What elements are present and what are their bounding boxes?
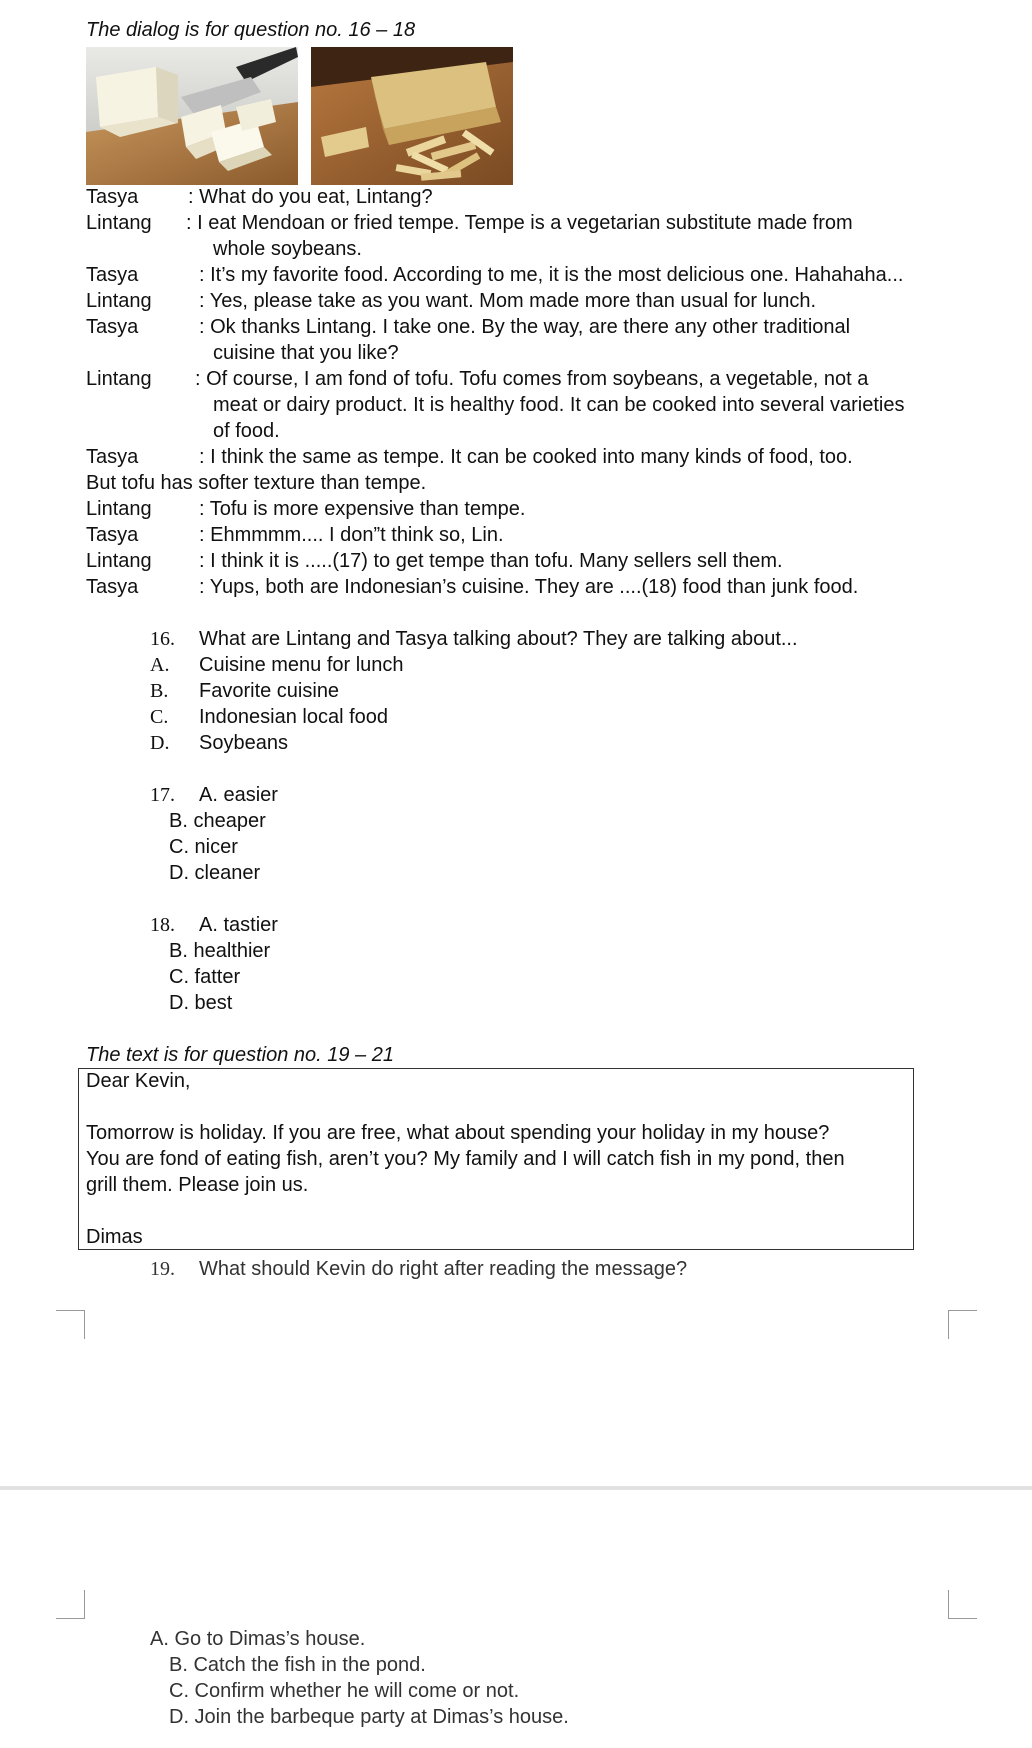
section-title-dialog: The dialog is for question no. 16 – 18: [86, 19, 416, 41]
option-text: A. Go to Dimas’s house.: [150, 1628, 366, 1650]
dialog-line: : It’s my favorite food. According to me, it is the most delicious one. Hahahaha...: [199, 264, 904, 286]
dialog-line: : Tofu is more expensive than tempe.: [199, 498, 526, 520]
option-text: C. Confirm whether he will come or not.: [169, 1680, 520, 1702]
page-break: [0, 1486, 1032, 1490]
question-text: What are Lintang and Tasya talking about? They are talking about...: [199, 628, 798, 650]
speaker-label: Tasya: [86, 186, 139, 208]
question-text: What should Kevin do right after reading the message?: [199, 1258, 688, 1280]
option-text: C. nicer: [169, 836, 238, 858]
dialog-line: : Yups, both are Indonesian’s cuisine. They are ....(18) food than junk food.: [199, 576, 859, 598]
page-corner-mark: [56, 1310, 85, 1339]
dialog-line: : Of course, I am fond of tofu. Tofu comes from soybeans, a vegetable, not a: [195, 368, 869, 390]
speaker-label: Tasya: [86, 576, 139, 598]
dialog-line: of food.: [213, 420, 280, 442]
option-text: Cuisine menu for lunch: [199, 654, 404, 676]
question-number: 18.: [150, 914, 175, 936]
option-text: D. Join the barbeque party at Dimas’s house.: [169, 1706, 569, 1728]
tempe-photo: [311, 47, 513, 185]
speaker-label: Lintang: [86, 212, 152, 234]
speaker-label: Tasya: [86, 446, 139, 468]
dialog-line: : I eat Mendoan or fried tempe. Tempe is a vegetarian substitute made from: [186, 212, 853, 234]
letter-body-line: You are fond of eating fish, aren’t you? My family and I will catch fish in my pond, then: [86, 1148, 845, 1170]
option-text: A. easier: [199, 784, 278, 806]
dialog-line: whole soybeans.: [213, 238, 362, 260]
speaker-label: Lintang: [86, 368, 152, 390]
letter-greeting: Dear Kevin,: [86, 1070, 191, 1092]
option-text: D. cleaner: [169, 862, 261, 884]
dialog-line: : I think the same as tempe. It can be cooked into many kinds of food, too.: [199, 446, 853, 468]
option-text: Soybeans: [199, 732, 288, 754]
speaker-label: Tasya: [86, 316, 139, 338]
dialog-line: : I think it is .....(17) to get tempe than tofu. Many sellers sell them.: [199, 550, 783, 572]
dialog-line: : Ehmmmm.... I don”t think so, Lin.: [199, 524, 504, 546]
option-text: D. best: [169, 992, 233, 1014]
speaker-label: Tasya: [86, 524, 139, 546]
dialog-line: meat or dairy product. It is healthy food. It can be cooked into several varieties: [213, 394, 905, 416]
dialog-line: cuisine that you like?: [213, 342, 399, 364]
option-letter: C.: [150, 706, 169, 728]
page-corner-mark: [948, 1310, 977, 1339]
question-number: 19.: [150, 1258, 175, 1280]
speaker-label: Lintang: [86, 290, 152, 312]
option-letter: D.: [150, 732, 170, 754]
question-number: 17.: [150, 784, 175, 806]
option-letter: A.: [150, 654, 170, 676]
option-text: B. cheaper: [169, 810, 266, 832]
option-text: Indonesian local food: [199, 706, 389, 728]
option-text: B. healthier: [169, 940, 271, 962]
letter-signature: Dimas: [86, 1226, 143, 1248]
option-text: B. Catch the fish in the pond.: [169, 1654, 426, 1676]
letter-body-line: Tomorrow is holiday. If you are free, what about spending your holiday in my house?: [86, 1122, 830, 1144]
section-title-text: The text is for question no. 19 – 21: [86, 1044, 394, 1066]
option-text: Favorite cuisine: [199, 680, 340, 702]
option-text: A. tastier: [199, 914, 278, 936]
question-number: 16.: [150, 628, 175, 650]
speaker-label: Lintang: [86, 498, 152, 520]
option-text: C. fatter: [169, 966, 241, 988]
speaker-label: Tasya: [86, 264, 139, 286]
tofu-photo: [86, 47, 298, 185]
option-letter: B.: [150, 680, 169, 702]
dialog-line: But tofu has softer texture than tempe.: [86, 472, 427, 494]
letter-body-line: grill them. Please join us.: [86, 1174, 309, 1196]
speaker-label: Lintang: [86, 550, 152, 572]
dialog-line: : Ok thanks Lintang. I take one. By the way, are there any other traditional: [199, 316, 851, 338]
dialog-line: : Yes, please take as you want. Mom made more than usual for lunch.: [199, 290, 817, 312]
page-corner-mark: [56, 1590, 85, 1619]
page-corner-mark: [948, 1590, 977, 1619]
dialog-line: : What do you eat, Lintang?: [188, 186, 433, 208]
